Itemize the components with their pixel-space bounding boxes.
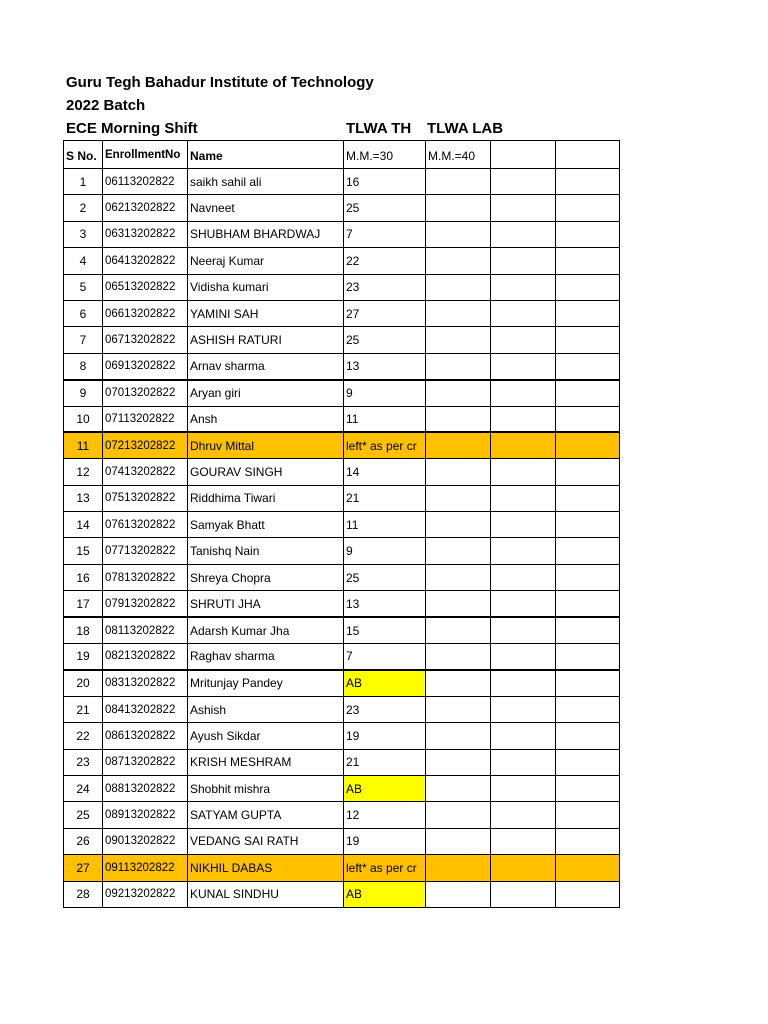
- enrollment-cell: 07413202822: [103, 459, 188, 485]
- enrollment-cell: 07213202822: [103, 432, 188, 458]
- empty-cell: [491, 881, 556, 907]
- empty-cell: [491, 485, 556, 511]
- lab-marks-cell: [426, 195, 491, 221]
- table-row: [64, 459, 620, 485]
- name-cell: Ansh: [188, 406, 344, 432]
- th-marks-cell: 7: [344, 221, 426, 247]
- empty-cell: [491, 696, 556, 722]
- enrollment-cell: 09213202822: [103, 881, 188, 907]
- table-row: [64, 195, 620, 221]
- table-row: [64, 248, 620, 274]
- sno-cell: 25: [64, 802, 103, 828]
- table-row: [64, 327, 620, 353]
- lab-marks-cell: [426, 591, 491, 617]
- lab-marks-cell: [426, 775, 491, 801]
- enrollment-cell: 08213202822: [103, 644, 188, 670]
- th-marks-cell: left* as per cr: [344, 855, 426, 881]
- empty-cell: [556, 169, 620, 195]
- empty-cell: [556, 775, 620, 801]
- lab-marks-cell: [426, 432, 491, 458]
- enrollment-cell: 06513202822: [103, 274, 188, 300]
- empty-cell: [491, 274, 556, 300]
- empty-cell: [556, 828, 620, 854]
- enrollment-cell: 06913202822: [103, 353, 188, 379]
- th-marks-cell: AB: [344, 881, 426, 907]
- sno-cell: 21: [64, 696, 103, 722]
- enrollment-cell: 06113202822: [103, 169, 188, 195]
- sno-cell: 15: [64, 538, 103, 564]
- empty-cell: [491, 353, 556, 379]
- empty-cell: [556, 380, 620, 406]
- empty-cell: [491, 221, 556, 247]
- th-marks-cell: 21: [344, 749, 426, 775]
- sno-cell: 11: [64, 432, 103, 458]
- empty-cell: [556, 670, 620, 696]
- th-marks-cell: 13: [344, 353, 426, 379]
- name-cell: Adarsh Kumar Jha: [188, 617, 344, 643]
- table-row: [64, 617, 620, 643]
- empty-cell: [556, 406, 620, 432]
- lab-marks-cell: [426, 696, 491, 722]
- table-row: [64, 485, 620, 511]
- enrollment-cell: 08313202822: [103, 670, 188, 696]
- sno-cell: 22: [64, 723, 103, 749]
- lab-marks-cell: [426, 274, 491, 300]
- lab-marks-cell: [426, 617, 491, 643]
- empty-cell: [556, 749, 620, 775]
- empty-cell: [491, 195, 556, 221]
- sno-cell: 28: [64, 881, 103, 907]
- enrollment-cell: 06613202822: [103, 300, 188, 326]
- enrollment-cell: 08813202822: [103, 775, 188, 801]
- col-header-lab-max: M.M.=40: [426, 141, 491, 169]
- name-cell: Ayush Sikdar: [188, 723, 344, 749]
- table-row: [64, 169, 620, 195]
- name-cell: Neeraj Kumar: [188, 248, 344, 274]
- sno-cell: 8: [64, 353, 103, 379]
- lab-marks-cell: [426, 459, 491, 485]
- empty-cell: [491, 248, 556, 274]
- th-marks-cell: 9: [344, 380, 426, 406]
- enrollment-cell: 08113202822: [103, 617, 188, 643]
- th-marks-cell: 15: [344, 617, 426, 643]
- empty-cell: [491, 459, 556, 485]
- name-cell: Dhruv Mittal: [188, 432, 344, 458]
- th-marks-cell: 13: [344, 591, 426, 617]
- name-cell: KUNAL SINDHU: [188, 881, 344, 907]
- name-cell: VEDANG SAI RATH: [188, 828, 344, 854]
- subject-lab-label: TLWA LAB: [427, 120, 504, 137]
- empty-cell: [491, 723, 556, 749]
- enrollment-cell: 07913202822: [103, 591, 188, 617]
- shift-label: ECE Morning Shift: [66, 120, 198, 137]
- empty-cell: [556, 881, 620, 907]
- lab-marks-cell: [426, 380, 491, 406]
- table-row: [64, 881, 620, 907]
- name-cell: Vidisha kumari: [188, 274, 344, 300]
- table-row: [64, 300, 620, 326]
- name-cell: Mritunjay Pandey: [188, 670, 344, 696]
- th-marks-cell: 12: [344, 802, 426, 828]
- table-row: [64, 538, 620, 564]
- table-row: [64, 802, 620, 828]
- enrollment-cell: 07613202822: [103, 512, 188, 538]
- empty-cell: [556, 432, 620, 458]
- empty-cell: [491, 538, 556, 564]
- empty-cell: [556, 353, 620, 379]
- th-marks-cell: 11: [344, 406, 426, 432]
- enrollment-cell: 07513202822: [103, 485, 188, 511]
- empty-cell: [491, 617, 556, 643]
- sno-cell: 27: [64, 855, 103, 881]
- name-cell: Raghav sharma: [188, 644, 344, 670]
- lab-marks-cell: [426, 564, 491, 590]
- lab-marks-cell: [426, 248, 491, 274]
- subject-th-label: TLWA TH: [346, 120, 412, 137]
- th-marks-cell: 23: [344, 274, 426, 300]
- empty-cell: [491, 749, 556, 775]
- enrollment-cell: 06413202822: [103, 248, 188, 274]
- empty-cell: [491, 406, 556, 432]
- name-cell: Shreya Chopra: [188, 564, 344, 590]
- lab-marks-cell: [426, 881, 491, 907]
- col-header-enrollment: EnrollmentNo: [103, 141, 188, 169]
- empty-cell: [491, 855, 556, 881]
- name-cell: Arnav sharma: [188, 353, 344, 379]
- table-row: [64, 591, 620, 617]
- empty-cell: [491, 802, 556, 828]
- empty-cell: [556, 327, 620, 353]
- name-cell: Ashish: [188, 696, 344, 722]
- empty-cell: [556, 644, 620, 670]
- table-row: [64, 855, 620, 881]
- table-header-row: [64, 141, 620, 169]
- sno-cell: 9: [64, 380, 103, 406]
- th-marks-cell: AB: [344, 670, 426, 696]
- name-cell: Riddhima Tiwari: [188, 485, 344, 511]
- th-marks-cell: 9: [344, 538, 426, 564]
- enrollment-cell: 07713202822: [103, 538, 188, 564]
- lab-marks-cell: [426, 300, 491, 326]
- sno-cell: 24: [64, 775, 103, 801]
- sno-cell: 16: [64, 564, 103, 590]
- institute-title: Guru Tegh Bahadur Institute of Technology: [66, 74, 374, 91]
- table-row: [64, 221, 620, 247]
- lab-marks-cell: [426, 485, 491, 511]
- lab-marks-cell: [426, 802, 491, 828]
- empty-cell: [491, 327, 556, 353]
- th-marks-cell: 27: [344, 300, 426, 326]
- th-marks-cell: 16: [344, 169, 426, 195]
- name-cell: SHUBHAM BHARDWAJ: [188, 221, 344, 247]
- th-marks-cell: 25: [344, 327, 426, 353]
- lab-marks-cell: [426, 169, 491, 195]
- table-row: [64, 723, 620, 749]
- empty-cell: [556, 696, 620, 722]
- empty-cell: [556, 617, 620, 643]
- table-row: [64, 380, 620, 406]
- sno-cell: 1: [64, 169, 103, 195]
- table-row: [64, 512, 620, 538]
- th-marks-cell: 19: [344, 828, 426, 854]
- enrollment-cell: 08613202822: [103, 723, 188, 749]
- enrollment-cell: 07813202822: [103, 564, 188, 590]
- table-row: [64, 696, 620, 722]
- sno-cell: 2: [64, 195, 103, 221]
- empty-cell: [491, 169, 556, 195]
- sno-cell: 7: [64, 327, 103, 353]
- lab-marks-cell: [426, 828, 491, 854]
- empty-cell: [556, 195, 620, 221]
- empty-cell: [491, 512, 556, 538]
- empty-cell: [491, 564, 556, 590]
- name-cell: Tanishq Nain: [188, 538, 344, 564]
- empty-cell: [556, 723, 620, 749]
- th-marks-cell: left* as per cr: [344, 432, 426, 458]
- empty-cell: [491, 432, 556, 458]
- sno-cell: 23: [64, 749, 103, 775]
- empty-cell: [491, 670, 556, 696]
- empty-cell: [556, 485, 620, 511]
- empty-cell: [491, 775, 556, 801]
- col-header-name: Name: [188, 141, 344, 169]
- table-row: [64, 353, 620, 379]
- th-marks-cell: 22: [344, 248, 426, 274]
- name-cell: GOURAV SINGH: [188, 459, 344, 485]
- table-row: [64, 644, 620, 670]
- th-marks-cell: 25: [344, 195, 426, 221]
- table-row: [64, 775, 620, 801]
- name-cell: Samyak Bhatt: [188, 512, 344, 538]
- name-cell: ASHISH RATURI: [188, 327, 344, 353]
- empty-cell: [491, 591, 556, 617]
- empty-cell: [556, 855, 620, 881]
- empty-cell: [556, 300, 620, 326]
- name-cell: NIKHIL DABAS: [188, 855, 344, 881]
- lab-marks-cell: [426, 670, 491, 696]
- th-marks-cell: 21: [344, 485, 426, 511]
- col-header-th-max: M.M.=30: [344, 141, 426, 169]
- th-marks-cell: AB: [344, 775, 426, 801]
- name-cell: Shobhit mishra: [188, 775, 344, 801]
- lab-marks-cell: [426, 406, 491, 432]
- name-cell: Navneet: [188, 195, 344, 221]
- empty-cell: [556, 274, 620, 300]
- lab-marks-cell: [426, 327, 491, 353]
- enrollment-cell: 09013202822: [103, 828, 188, 854]
- lab-marks-cell: [426, 855, 491, 881]
- empty-cell: [556, 248, 620, 274]
- lab-marks-cell: [426, 723, 491, 749]
- empty-cell: [556, 512, 620, 538]
- name-cell: YAMINI SAH: [188, 300, 344, 326]
- enrollment-cell: 07013202822: [103, 380, 188, 406]
- table-row: [64, 564, 620, 590]
- empty-cell: [556, 564, 620, 590]
- lab-marks-cell: [426, 353, 491, 379]
- enrollment-cell: 07113202822: [103, 406, 188, 432]
- sno-cell: 19: [64, 644, 103, 670]
- sno-cell: 4: [64, 248, 103, 274]
- enrollment-cell: 08413202822: [103, 696, 188, 722]
- empty-cell: [491, 380, 556, 406]
- table-row: [64, 432, 620, 458]
- empty-cell: [556, 221, 620, 247]
- table-row: [64, 274, 620, 300]
- sno-cell: 5: [64, 274, 103, 300]
- lab-marks-cell: [426, 512, 491, 538]
- col-header-sno: S No.: [64, 141, 103, 169]
- enrollment-cell: 06313202822: [103, 221, 188, 247]
- th-marks-cell: 23: [344, 696, 426, 722]
- name-cell: saikh sahil ali: [188, 169, 344, 195]
- enrollment-cell: 06713202822: [103, 327, 188, 353]
- marks-table: [63, 140, 620, 908]
- table-row: [64, 749, 620, 775]
- batch-label: 2022 Batch: [66, 97, 146, 114]
- sno-cell: 3: [64, 221, 103, 247]
- th-marks-cell: 14: [344, 459, 426, 485]
- enrollment-cell: 08713202822: [103, 749, 188, 775]
- sno-cell: 13: [64, 485, 103, 511]
- col-header-empty-1: [491, 141, 556, 169]
- sno-cell: 26: [64, 828, 103, 854]
- empty-cell: [556, 591, 620, 617]
- empty-cell: [491, 644, 556, 670]
- sno-cell: 18: [64, 617, 103, 643]
- sno-cell: 14: [64, 512, 103, 538]
- name-cell: SATYAM GUPTA: [188, 802, 344, 828]
- lab-marks-cell: [426, 221, 491, 247]
- name-cell: KRISH MESHRAM: [188, 749, 344, 775]
- empty-cell: [556, 538, 620, 564]
- table-row: [64, 670, 620, 696]
- name-cell: SHRUTI JHA: [188, 591, 344, 617]
- name-cell: Aryan giri: [188, 380, 344, 406]
- sno-cell: 10: [64, 406, 103, 432]
- sno-cell: 17: [64, 591, 103, 617]
- col-header-empty-2: [556, 141, 620, 169]
- th-marks-cell: 25: [344, 564, 426, 590]
- empty-cell: [556, 459, 620, 485]
- lab-marks-cell: [426, 538, 491, 564]
- table-row: [64, 406, 620, 432]
- enrollment-cell: 09113202822: [103, 855, 188, 881]
- lab-marks-cell: [426, 644, 491, 670]
- enrollment-cell: 08913202822: [103, 802, 188, 828]
- th-marks-cell: 11: [344, 512, 426, 538]
- th-marks-cell: 19: [344, 723, 426, 749]
- empty-cell: [491, 300, 556, 326]
- lab-marks-cell: [426, 749, 491, 775]
- enrollment-cell: 06213202822: [103, 195, 188, 221]
- empty-cell: [556, 802, 620, 828]
- sno-cell: 12: [64, 459, 103, 485]
- empty-cell: [491, 828, 556, 854]
- table-row: [64, 828, 620, 854]
- th-marks-cell: 7: [344, 644, 426, 670]
- sno-cell: 6: [64, 300, 103, 326]
- sno-cell: 20: [64, 670, 103, 696]
